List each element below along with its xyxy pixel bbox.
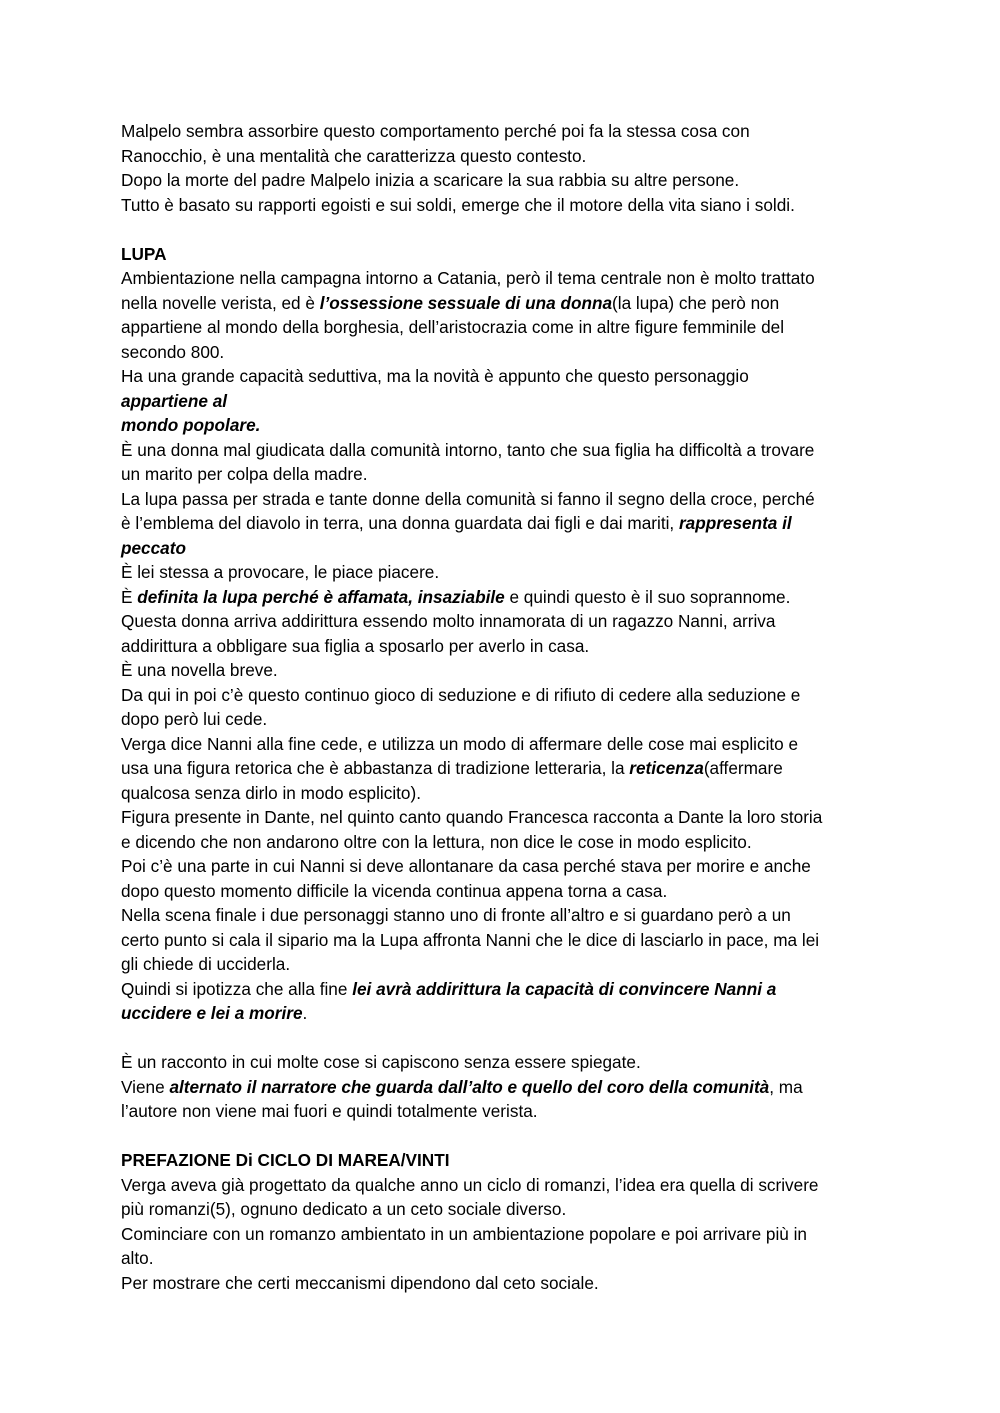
text-line: La lupa passa per strada e tante donne della comunità si fanno il segno della croce, perché bbox=[121, 488, 815, 509]
text-run: Viene bbox=[121, 1076, 170, 1097]
text-run: Quindi si ipotizza che alla fine bbox=[121, 978, 353, 999]
text-line: Ranocchio, è una mentalità che caratterizza questo contesto. bbox=[121, 145, 587, 166]
text-line: Figura presente in Dante, nel quinto canto quando Francesca racconta a Dante la loro storia bbox=[121, 807, 823, 827]
text-line: un marito per colpa della madre. bbox=[121, 464, 368, 484]
text-line: Ha una grande capacità seduttiva, ma la novità è appunto che questo personaggio bbox=[121, 366, 749, 386]
blank-line bbox=[121, 1026, 891, 1051]
text-line: Da qui in poi c’è questo continuo gioco di seduzione e di rifiuto di cedere alla seduzione e bbox=[121, 684, 801, 705]
text-line: È un racconto in cui molte cose si capiscono senza essere spiegate. bbox=[121, 1052, 641, 1072]
text-line: Per mostrare che certi meccanismi dipendono dal ceto sociale. bbox=[121, 1272, 599, 1293]
text-line: Questa donna arriva addirittura essendo molto innamorata di un ragazzo Nanni, arriva bbox=[121, 611, 776, 631]
emphasis-text: reticenza bbox=[629, 758, 704, 778]
emphasis-text: peccato bbox=[121, 537, 186, 558]
text-line: Poi c’è una parte in cui Nanni si deve allontanare da casa perché stava per morire e anche bbox=[121, 856, 811, 876]
text-run: . bbox=[302, 1003, 308, 1023]
blank-line bbox=[121, 1124, 891, 1149]
text-line: secondo 800. bbox=[121, 341, 225, 362]
text-line: dopo però lui cede. bbox=[121, 709, 268, 729]
text-line bbox=[121, 291, 891, 316]
section-heading-prefazione: PREFAZIONE Di CICLO DI MAREA/VINTI bbox=[121, 1150, 450, 1170]
section-heading-lupa: LUPA bbox=[121, 243, 167, 264]
text-line: gli chiede di ucciderla. bbox=[121, 954, 291, 974]
text-line: Ambientazione nella campagna intorno a Catania, però il tema centrale non è molto trattato bbox=[121, 268, 815, 288]
text-line: Malpelo sembra assorbire questo comportamento perché poi fa la stessa cosa con bbox=[121, 121, 750, 141]
text-line: qualcosa senza dirlo in modo esplicito). bbox=[121, 782, 421, 803]
text-line: l’autore non viene mai fuori e quindi totalmente verista. bbox=[121, 1101, 538, 1121]
blank-line bbox=[121, 217, 891, 242]
text-line: alto. bbox=[121, 1248, 154, 1268]
text-line: Cominciare con un romanzo ambientato in un ambientazione popolare e poi arrivare più in bbox=[121, 1223, 807, 1244]
text-line bbox=[121, 1075, 891, 1100]
text-line: Tutto è basato su rapporti egoisti e sui soldi, emerge che il motore della vita siano i soldi. bbox=[121, 194, 795, 215]
emphasis-text: appartiene al bbox=[121, 390, 228, 411]
text-line: Dopo la morte del padre Malpelo inizia a scaricare la sua rabbia su altre persone. bbox=[121, 170, 740, 190]
text-line: Verga dice Nanni alla fine cede, e utilizza un modo di affermare delle cose mai esplicito e bbox=[121, 733, 799, 754]
emphasis-text: uccidere e lei a morire bbox=[121, 1003, 303, 1023]
text-line: addirittura a obbligare sua figlia a sposarlo per averlo in casa. bbox=[121, 635, 590, 656]
document-page bbox=[121, 119, 891, 1295]
text-line: Verga aveva già progettato da qualche anno un ciclo di romanzi, l’idea era quella di scrivere bbox=[121, 1174, 819, 1195]
text-run: e quindi questo è il suo soprannome. bbox=[504, 586, 791, 607]
text-run: , ma bbox=[769, 1076, 803, 1097]
text-run: usa una figura retorica che è abbastanza di tradizione letteraria, la bbox=[121, 758, 630, 778]
text-run: nella novelle verista, ed è bbox=[121, 292, 320, 313]
text-line bbox=[121, 1001, 891, 1026]
text-line: È una donna mal giudicata dalla comunità intorno, tanto che sua figlia ha difficoltà a trovare bbox=[121, 439, 815, 460]
text-run: È bbox=[121, 586, 138, 607]
text-line bbox=[121, 756, 891, 781]
text-line bbox=[121, 511, 891, 536]
emphasis-text: mondo popolare. bbox=[121, 415, 261, 435]
text-line: È lei stessa a provocare, le piace piacere. bbox=[121, 562, 440, 582]
text-line: dopo questo momento difficile la vicenda continua appena torna a casa. bbox=[121, 880, 668, 901]
text-line: appartiene al mondo della borghesia, dell’aristocrazia come in altre figure femminile del bbox=[121, 317, 785, 337]
text-line: È una novella breve. bbox=[121, 660, 278, 680]
emphasis-text: l’ossessione sessuale di una donna bbox=[319, 292, 613, 313]
emphasis-text: definita la lupa perché è affamata, insaziabile bbox=[137, 586, 505, 607]
text-line: e dicendo che non andarono oltre con la lettura, non dice le cose in modo esplicito. bbox=[121, 831, 752, 852]
emphasis-text: alternato il narratore che guarda dall’alto e quello del coro della comunità bbox=[169, 1076, 770, 1097]
emphasis-text: lei avrà addirittura la capacità di convincere Nanni a bbox=[352, 978, 777, 999]
text-run: (affermare bbox=[703, 758, 783, 778]
text-line bbox=[121, 977, 891, 1002]
text-line: più romanzi(5), ognuno dedicato a un ceto sociale diverso. bbox=[121, 1199, 567, 1219]
text-line: certo punto si cala il sipario ma la Lupa affronta Nanni che le dice di lasciarlo in pace, ma lei bbox=[121, 929, 820, 950]
text-run: è l’emblema del diavolo in terra, una donna guardata dai figli e dai mariti, bbox=[121, 513, 679, 533]
text-run: (la lupa) che però non bbox=[612, 292, 780, 313]
text-line bbox=[121, 585, 891, 610]
emphasis-text: rappresenta il bbox=[678, 513, 792, 533]
text-line: Nella scena finale i due personaggi stanno uno di fronte all’altro e si guardano però a un bbox=[121, 905, 791, 925]
